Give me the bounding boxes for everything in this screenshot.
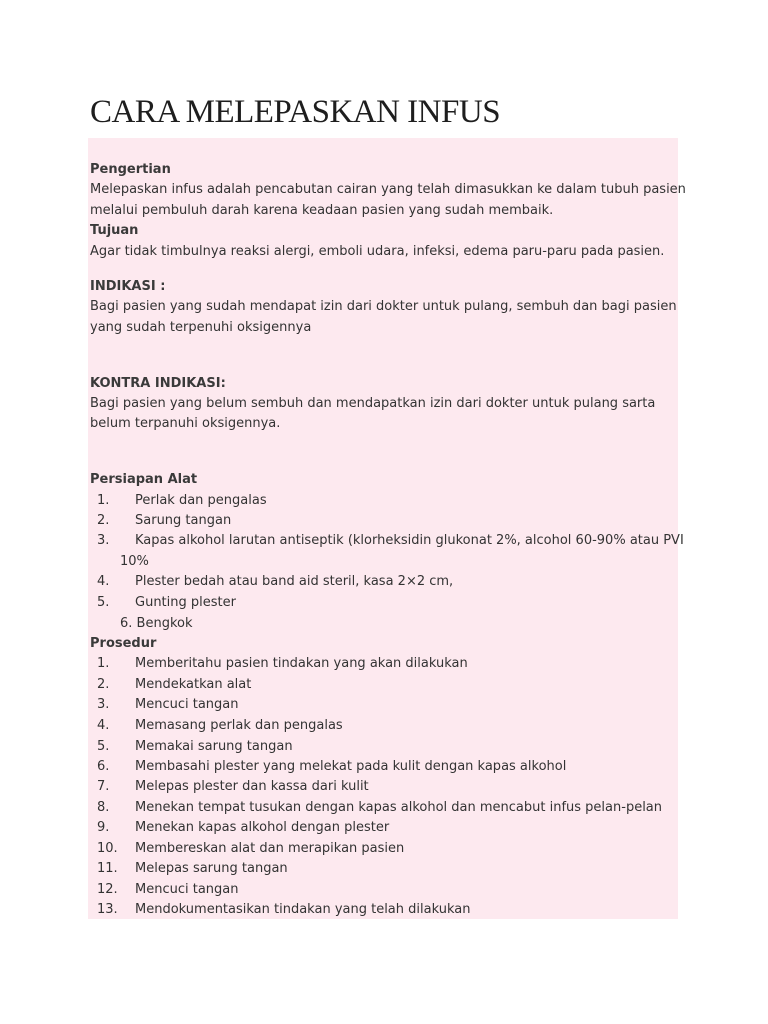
list-number: 5.: [97, 739, 110, 754]
list-text: Mencuci tangan: [135, 882, 239, 897]
tujuan-line-1: Agar tidak timbulnya reaksi alergi, emboli udara, infeksi, edema paru-paru pada pasien.: [90, 244, 665, 259]
list-number: 11.: [97, 861, 118, 876]
persiapan-alat-heading: Persiapan Alat: [90, 472, 198, 487]
list-text: Mendekatkan alat: [135, 677, 252, 692]
indikasi-line-2: yang sudah terpenuhi oksigennya: [90, 320, 312, 335]
list-number: 9.: [97, 820, 110, 835]
list-text: Sarung tangan: [135, 513, 232, 528]
list-number: 3.: [97, 697, 110, 712]
pengertian-heading: Pengertian: [90, 162, 171, 177]
list-number: 13.: [97, 902, 118, 917]
pengertian-line-1: Melepaskan infus adalah pencabutan cairan yang telah dimasukkan ke dalam tubuh pasien: [90, 182, 686, 197]
prosedur-heading: Prosedur: [90, 636, 157, 651]
list-text-continuation: 10%: [120, 554, 149, 569]
page-title: CARA MELEPASKAN INFUS: [90, 94, 501, 130]
list-number: 10.: [97, 841, 118, 856]
tujuan-heading: Tujuan: [90, 223, 139, 238]
kontra-indikasi-heading: KONTRA INDIKASI:: [90, 376, 226, 391]
list-text: Mendokumentasikan tindakan yang telah dilakukan: [135, 902, 471, 917]
list-number: 12.: [97, 882, 118, 897]
list-number: 1.: [97, 493, 110, 508]
kontra-indikasi-line-2: belum terpanuhi oksigennya.: [90, 416, 281, 431]
list-number: 4.: [97, 574, 110, 589]
list-number: 5.: [97, 595, 110, 610]
indikasi-line-1: Bagi pasien yang sudah mendapat izin dari dokter untuk pulang, sembuh dan bagi pasien: [90, 299, 677, 314]
list-text: Memakai sarung tangan: [135, 739, 293, 754]
pengertian-line-2: melalui pembuluh darah karena keadaan pasien yang sudah membaik.: [90, 203, 554, 218]
list-text: Plester bedah atau band aid steril, kasa 2×2 cm,: [135, 574, 454, 589]
indikasi-heading: INDIKASI :: [90, 279, 166, 294]
kontra-indikasi-line-1: Bagi pasien yang belum sembuh dan mendapatkan izin dari dokter untuk pulang sarta: [90, 396, 656, 411]
list-number: 2.: [97, 677, 110, 692]
list-number: 8.: [97, 800, 110, 815]
list-text: Membereskan alat dan merapikan pasien: [135, 841, 405, 856]
list-text: Mencuci tangan: [135, 697, 239, 712]
list-number: 1.: [97, 656, 110, 671]
list-text: Membasahi plester yang melekat pada kulit dengan kapas alkohol: [135, 759, 567, 774]
list-text: Melepas sarung tangan: [135, 861, 288, 876]
list-text: Memberitahu pasien tindakan yang akan dilakukan: [135, 656, 468, 671]
list-number: 2.: [97, 513, 110, 528]
list-text: Gunting plester: [135, 595, 236, 610]
list-item: 6. Bengkok: [120, 616, 193, 631]
list-number: 7.: [97, 779, 110, 794]
list-number: 4.: [97, 718, 110, 733]
list-text: Melepas plester dan kassa dari kulit: [135, 779, 369, 794]
list-number: 6.: [97, 759, 110, 774]
list-text: Menekan kapas alkohol dengan plester: [135, 820, 390, 835]
list-text: Menekan tempat tusukan dengan kapas alkohol dan mencabut infus pelan-pelan: [135, 800, 663, 815]
list-text: Kapas alkohol larutan antiseptik (klorheksidin glukonat 2%, alcohol 60-90% atau PVI: [135, 533, 684, 548]
list-text: Perlak dan pengalas: [135, 493, 267, 508]
list-number: 3.: [97, 533, 110, 548]
list-text: Memasang perlak dan pengalas: [135, 718, 343, 733]
